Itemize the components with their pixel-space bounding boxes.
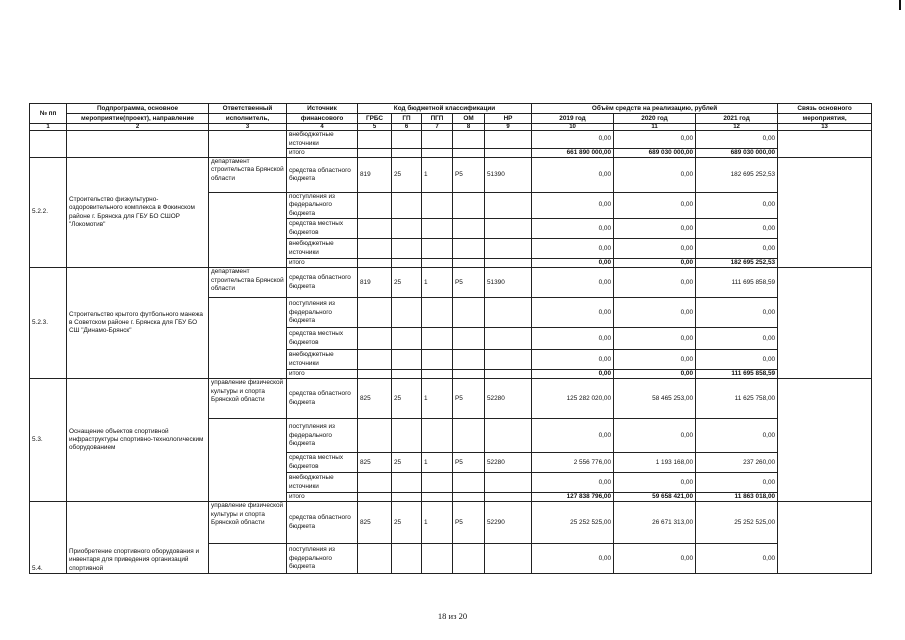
colnum-9: 9	[485, 124, 532, 131]
value-2021: 0,00	[696, 131, 778, 149]
value-2019: 0,00	[532, 544, 614, 574]
pgp-cell: 1	[422, 453, 453, 473]
value-2020: 0,00	[614, 350, 696, 370]
value-2021: 0,00	[696, 419, 778, 453]
executor-cell: департамент строительства Брянской области	[209, 268, 287, 298]
header-executor-2: исполнитель,	[209, 114, 287, 124]
header-om: ОМ	[453, 114, 485, 124]
gp-cell: 25	[392, 379, 422, 419]
executor-cell: департамент строительства Брянской области	[209, 158, 287, 193]
value-2020: 0,00	[614, 473, 696, 493]
value-2019: 125 282 020,00	[532, 379, 614, 419]
header-2020: 2020 год	[614, 114, 696, 124]
item-number: 5.3.	[30, 379, 67, 502]
header-pgp: ПГП	[422, 114, 453, 124]
value-2020: 0,00	[614, 193, 696, 219]
grbs-cell: 825	[358, 502, 392, 544]
gp-cell: 25	[392, 502, 422, 544]
source-cell: средства областного бюджета	[287, 268, 358, 298]
colnum-2: 2	[67, 124, 209, 131]
header-2021: 2021 год	[696, 114, 778, 124]
gp-cell: 25	[392, 268, 422, 298]
table-row	[30, 158, 872, 193]
colnum-5: 5	[358, 124, 392, 131]
source-cell: итого	[287, 259, 358, 268]
item-number: 5.2.2.	[30, 158, 67, 268]
colnum-8: 8	[453, 124, 485, 131]
om-cell: Р5	[453, 453, 485, 473]
source-cell: поступления из федерального бюджета	[287, 298, 358, 328]
item-number: 5.4.	[30, 502, 67, 574]
item-name: Строительство физкультурно-оздоровительного комплекса в Фокинском районе г. Брянска для ГБУ БО СШОР "Локомотив"	[67, 158, 209, 268]
value-2020: 1 193 168,00	[614, 453, 696, 473]
value-2020: 59 658 421,00	[614, 493, 696, 502]
header-grbs: ГРБС	[358, 114, 392, 124]
executor-cell: управление физической культуры и спорта Брянской области	[209, 502, 287, 544]
np-cell: 52280	[485, 453, 532, 473]
colnum-10: 10	[532, 124, 614, 131]
item-name: Строительство крытого футбольного манежа в Советском районе г. Брянска для ГБУ БО СШ "Динамо-Брянск"	[67, 268, 209, 379]
value-2021: 0,00	[696, 544, 778, 574]
header-link-2: мероприятия,	[778, 114, 872, 124]
header-row-2	[30, 114, 872, 124]
value-2021: 689 030 000,00	[696, 149, 778, 158]
source-cell: средства областного бюджета	[287, 502, 358, 544]
table-row	[30, 131, 872, 149]
header-num: № пп	[30, 104, 67, 124]
value-2019: 0,00	[532, 268, 614, 298]
om-cell: Р5	[453, 268, 485, 298]
value-2020: 0,00	[614, 370, 696, 379]
np-cell: 51390	[485, 268, 532, 298]
header-program: Подпрограмма, основное	[67, 104, 209, 114]
value-2021: 111 695 858,59	[696, 268, 778, 298]
value-2019: 0,00	[532, 419, 614, 453]
page-number: 18 из 20	[437, 611, 468, 621]
colnum-13: 13	[778, 124, 872, 131]
value-2021: 0,00	[696, 298, 778, 328]
header-link: Связь основного	[778, 104, 872, 114]
colnum-7: 7	[422, 124, 453, 131]
value-2019: 0,00	[532, 259, 614, 268]
om-cell: Р5	[453, 158, 485, 193]
np-cell: 52290	[485, 502, 532, 544]
value-2021: 0,00	[696, 473, 778, 493]
header-gp: ГП	[392, 114, 422, 124]
value-2021: 182 695 252,53	[696, 259, 778, 268]
value-2019: 0,00	[532, 298, 614, 328]
value-2019: 0,00	[532, 193, 614, 219]
table-row	[30, 379, 872, 419]
colnum-6: 6	[392, 124, 422, 131]
source-cell: средства местных бюджетов	[287, 453, 358, 473]
np-cell: 52280	[485, 379, 532, 419]
value-2021: 111 695 858,59	[696, 370, 778, 379]
colnum-4: 4	[287, 124, 358, 131]
value-2020: 689 030 000,00	[614, 149, 696, 158]
pgp-cell: 1	[422, 268, 453, 298]
value-2021: 0,00	[696, 328, 778, 350]
source-cell: итого	[287, 370, 358, 379]
item-number: 5.2.3.	[30, 268, 67, 379]
header-source: Источник	[287, 104, 358, 114]
value-2020: 26 671 313,00	[614, 502, 696, 544]
value-2021: 0,00	[696, 239, 778, 259]
source-cell: поступления из федерального бюджета	[287, 544, 358, 574]
header-program-2: мероприятие(проект), направление	[67, 114, 209, 124]
value-2020: 0,00	[614, 298, 696, 328]
pgp-cell: 1	[422, 502, 453, 544]
value-2020: 0,00	[614, 268, 696, 298]
header-kbk: Код бюджетной классификации	[358, 104, 532, 114]
gp-cell: 25	[392, 453, 422, 473]
value-2020: 0,00	[614, 544, 696, 574]
value-2021: 0,00	[696, 193, 778, 219]
value-2020: 0,00	[614, 259, 696, 268]
source-cell: итого	[287, 149, 358, 158]
value-2021: 11 625 758,00	[696, 379, 778, 419]
value-2020: 0,00	[614, 131, 696, 149]
value-2020: 0,00	[614, 419, 696, 453]
value-2020: 0,00	[614, 328, 696, 350]
om-cell: Р5	[453, 502, 485, 544]
header-volume: Объём средств на реализацию, рублей	[532, 104, 778, 114]
header-row-1	[30, 104, 872, 114]
source-cell: средства местных бюджетов	[287, 328, 358, 350]
value-2019: 127 838 796,00	[532, 493, 614, 502]
value-2021: 11 863 018,00	[696, 493, 778, 502]
source-cell: внебюджетные источники	[287, 350, 358, 370]
source-cell: средства местных бюджетов	[287, 219, 358, 239]
header-2019: 2019 год	[532, 114, 614, 124]
np-cell: 51390	[485, 158, 532, 193]
colnum-12: 12	[696, 124, 778, 131]
source-cell: внебюджетные источники	[287, 239, 358, 259]
value-2019: 661 890 000,00	[532, 149, 614, 158]
source-cell: средства областного бюджета	[287, 158, 358, 193]
source-cell: поступления из федерального бюджета	[287, 193, 358, 219]
table-row	[30, 268, 872, 298]
grbs-cell: 819	[358, 268, 392, 298]
value-2021: 182 695 252,53	[696, 158, 778, 193]
value-2019: 0,00	[532, 350, 614, 370]
value-2019: 0,00	[532, 328, 614, 350]
source-cell: итого	[287, 493, 358, 502]
executor-cell: управление физической культуры и спорта Брянской области	[209, 379, 287, 419]
budget-table	[29, 103, 872, 574]
table-row	[30, 502, 872, 544]
item-name: Оснащение объектов спортивной инфраструктуры спортивно-технологическим оборудованием	[67, 379, 209, 502]
source-cell: поступления из федерального бюджета	[287, 419, 358, 453]
header-np: НР	[485, 114, 532, 124]
value-2020: 58 465 253,00	[614, 379, 696, 419]
header-source-2: финансового	[287, 114, 358, 124]
value-2019: 0,00	[532, 131, 614, 149]
grbs-cell: 825	[358, 379, 392, 419]
item-name: Приобретение спортивного оборудования и инвентаря для приведения организаций спортивной	[67, 502, 209, 574]
value-2020: 0,00	[614, 219, 696, 239]
value-2021: 25 252 525,00	[696, 502, 778, 544]
value-2021: 0,00	[696, 350, 778, 370]
budget-table-wrapper	[29, 103, 872, 574]
gp-cell: 25	[392, 158, 422, 193]
value-2021: 0,00	[696, 219, 778, 239]
value-2019: 0,00	[532, 370, 614, 379]
value-2019: 2 556 776,00	[532, 453, 614, 473]
value-2020: 0,00	[614, 239, 696, 259]
pgp-cell: 1	[422, 379, 453, 419]
colnum-11: 11	[614, 124, 696, 131]
value-2021: 237 260,00	[696, 453, 778, 473]
source-cell: внебюджетные источники	[287, 131, 358, 149]
grbs-cell: 819	[358, 158, 392, 193]
pgp-cell: 1	[422, 158, 453, 193]
value-2019: 25 252 525,00	[532, 502, 614, 544]
source-cell: средства областного бюджета	[287, 379, 358, 419]
om-cell: Р5	[453, 379, 485, 419]
value-2019: 0,00	[532, 239, 614, 259]
colnum-1: 1	[30, 124, 67, 131]
header-column-numbers	[30, 124, 872, 131]
value-2020: 0,00	[614, 158, 696, 193]
header-executor: Ответственный	[209, 104, 287, 114]
grbs-cell: 825	[358, 453, 392, 473]
colnum-3: 3	[209, 124, 287, 131]
value-2019: 0,00	[532, 473, 614, 493]
value-2019: 0,00	[532, 158, 614, 193]
edge-mark	[899, 0, 901, 10]
source-cell: внебюджетные источники	[287, 473, 358, 493]
value-2019: 0,00	[532, 219, 614, 239]
